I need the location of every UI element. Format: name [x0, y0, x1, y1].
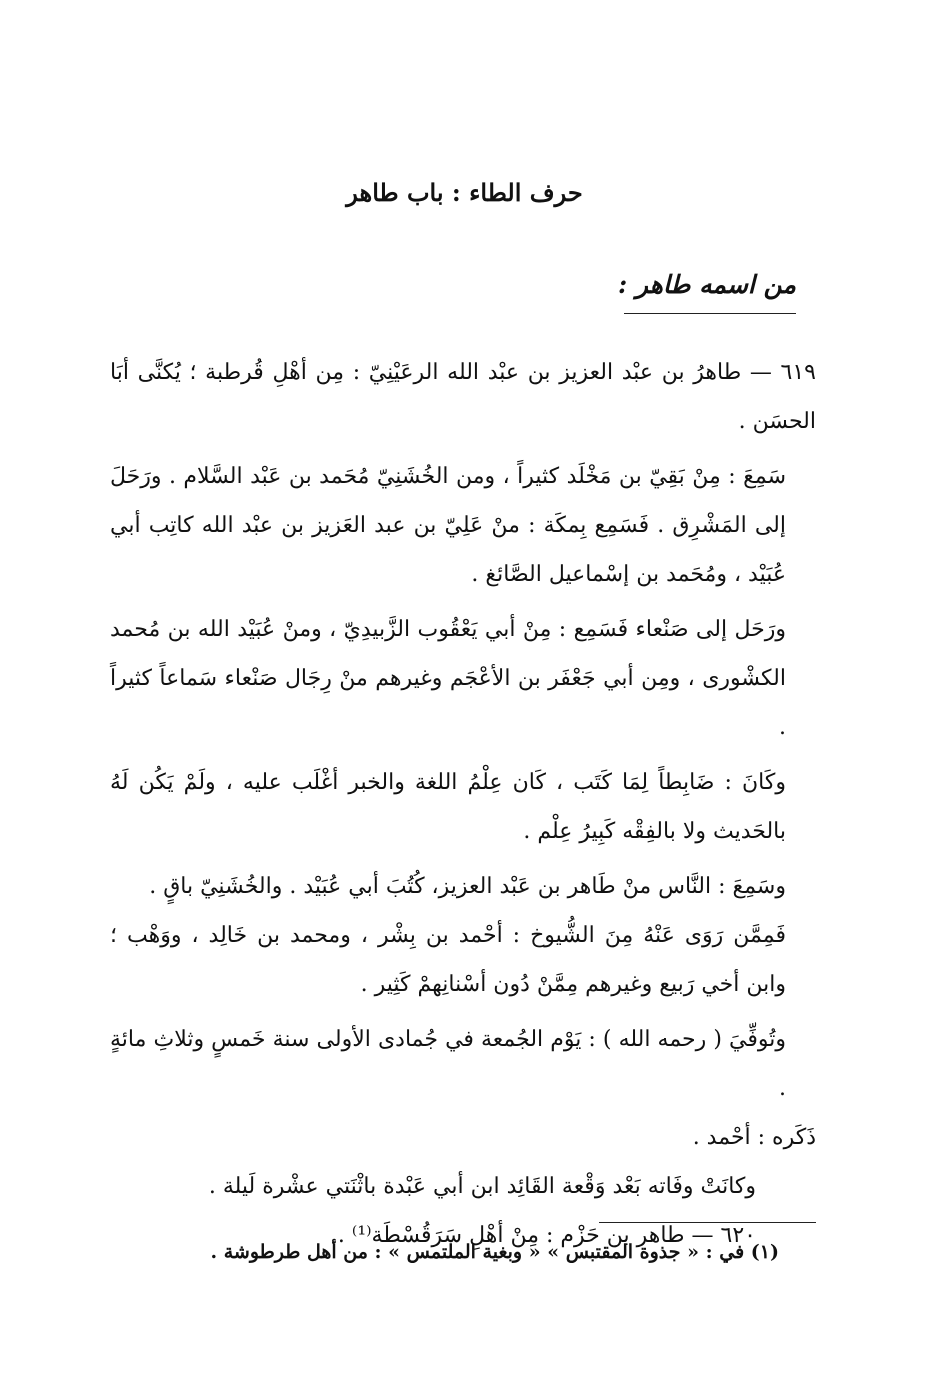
footnote: (١) في : « جذوة المقتبس » « وبغية الملتمس » : من أهل طرطوشة .: [210, 1241, 779, 1263]
paragraph-samia-alnas: وسَمِعَ : النَّاس منْ طَاهر بن عَبْد العزيز، كُتُبَ أبي عُبَيْد . والخُشَنِيّ باقٍ .: [149, 874, 786, 899]
paragraph-death: وتُوفِّيَ ( رحمه الله ) : يَوْم الجُمعة في جُمادى الأولى سنة خَمسٍ وثلاثِ مائةٍ .: [110, 1027, 786, 1101]
footnote-divider: [599, 1222, 816, 1223]
chapter-title: حرف الطاء : باب طاهر: [346, 178, 583, 207]
paragraph-death-date: وكانَتْ وفَاته بَعْد وَقْعة القَائِد ابن أبي عَبْدة باثْنَتي عشْرة لَيلة .: [208, 1174, 756, 1199]
body-text: [110, 348, 816, 1260]
paragraph-sami: سَمِعَ : مِنْ بَقِيّ بن مَخْلَد كثيراً ، ومن الخُشَنِيّ مُحَمد بن عَبْد السَّلام . ورَحَلَ إلى المَشْرِق . فَسَمِع بِمكَة : منْ عَلِيّ بن عبد العَزيز بن عبْد الله كاتِب أبي عُبَيْد ، ومُحَمد بن إسْماعيل الصَّائغ .: [110, 464, 786, 587]
paragraph-sanaa: ورَحَل إلى صَنْعاء فَسَمِع : مِنْ أبي يَعْقُوب الزَّبيدِيّ ، ومنْ عُبَيْد الله بن مُحمد الكشْورى ، ومِن أبي جَعْفَر بن الأعْجَم وغيرهم منْ رِجَال صَنْعاء سَماعاً كثيراً .: [110, 617, 786, 740]
entry-620-paragraph: ٦٢٠ — طاهر بن حَزْم : مِنْ أهْلِ سَرَقُسْطَة⁽¹⁾ .: [337, 1223, 756, 1248]
paragraph-kana: وكَانَ : ضَابِطاً لِمَا كَتَب ، كَان عِلْمُ اللغة والخبر أغْلَب عليه ، ولَمْ يَكُن لَهُ بالحَديث ولا بالفِقْه كَبِيرُ عِلْم .: [110, 770, 786, 844]
entry-619-paragraph: ٦١٩ — طاهرُ بن عبْد العزيز بن عبْد الله الرعَيْنِيّ : مِن أهْلِ قُرطبة ؛ يُكنَّى أبَا الحسَن .: [110, 360, 816, 434]
paragraph-mentioned-by: ذَكَره : أحْمد .: [692, 1125, 816, 1150]
section-underline: [624, 313, 796, 314]
section-heading: من اسمه طاهر :: [617, 270, 796, 299]
paragraph-narrators: فَمِمَّن رَوَى عَنْهُ مِنَ الشُّيوخ : أحْمد بن بِشْر ، ومحمد بن خَالِد ، ووَهْب ؛ وابن أخي رَبيع وغيرهم مِمَّنْ دُون أسْنانِهمْ كَثِير .: [110, 923, 786, 997]
